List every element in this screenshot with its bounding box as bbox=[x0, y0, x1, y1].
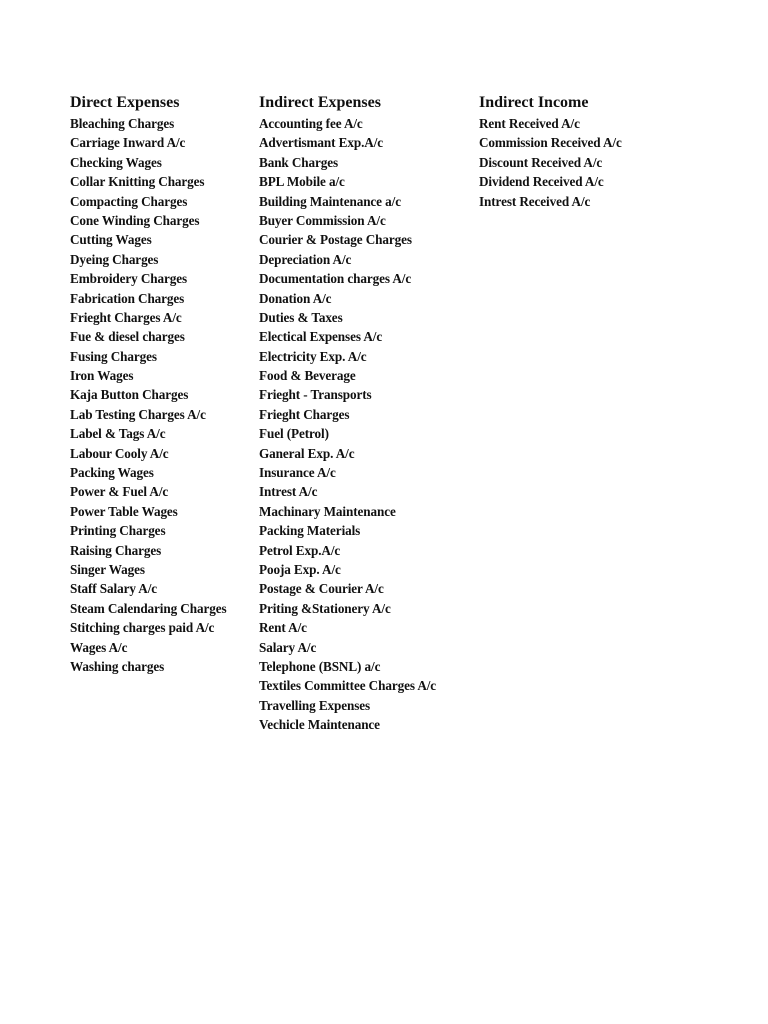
ledger-item: Frieght - Transports bbox=[259, 387, 372, 403]
ledger-item: Stitching charges paid A/c bbox=[70, 620, 215, 636]
ledger-item: Electricity Exp. A/c bbox=[259, 348, 367, 364]
ledger-item: Power Table Wages bbox=[70, 503, 178, 519]
ledger-item: Advertismant Exp.A/c bbox=[259, 135, 384, 151]
ledger-item: Donation A/c bbox=[259, 290, 332, 306]
ledger-item: Dividend Received A/c bbox=[479, 174, 604, 190]
ledger-item: Fabrication Charges bbox=[70, 290, 185, 306]
indirect-expenses-heading: Indirect Expenses bbox=[259, 94, 381, 111]
ledger-item: Carriage Inward A/c bbox=[70, 135, 186, 151]
ledger-item: Buyer Commission A/c bbox=[259, 212, 386, 228]
ledger-item: Food & Beverage bbox=[259, 368, 356, 384]
ledger-item: Bleaching Charges bbox=[70, 116, 175, 131]
ledger-item: Intrest A/c bbox=[259, 484, 318, 500]
indirect-income-list bbox=[479, 114, 679, 211]
direct-expenses-heading: Direct Expenses bbox=[70, 94, 180, 111]
ledger-item: Cutting Wages bbox=[70, 232, 152, 248]
ledger-item: Raising Charges bbox=[70, 542, 162, 558]
ledger-item: Fue & diesel charges bbox=[70, 329, 185, 345]
ledger-item: Textiles Committee Charges A/c bbox=[259, 678, 437, 694]
indirect-income-heading: Indirect Income bbox=[479, 94, 589, 111]
ledger-item: Fusing Charges bbox=[70, 348, 157, 364]
ledger-item: Electical Expenses A/c bbox=[259, 329, 383, 345]
ledger-item: Depreciation A/c bbox=[259, 251, 352, 267]
ledger-item: Embroidery Charges bbox=[70, 271, 188, 287]
ledger-item: Intrest Received A/c bbox=[479, 193, 591, 209]
indirect-income-column bbox=[479, 93, 679, 211]
ledger-item: Rent Received A/c bbox=[479, 116, 580, 131]
ledger-item: Petrol Exp.A/c bbox=[259, 542, 341, 558]
ledger-item: Vechicle Maintenance bbox=[259, 717, 380, 733]
ledger-item: Building Maintenance a/c bbox=[259, 193, 401, 209]
ledger-item: Lab Testing Charges A/c bbox=[70, 406, 206, 422]
ledger-item: Frieght Charges bbox=[259, 406, 350, 422]
ledger-item: Kaja Button Charges bbox=[70, 387, 189, 403]
ledger-item: BPL Mobile a/c bbox=[259, 174, 345, 190]
direct-expenses-column bbox=[70, 93, 255, 676]
ledger-item: Commission Received A/c bbox=[479, 135, 622, 151]
ledger-item: Staff Salary A/c bbox=[70, 581, 158, 597]
indirect-expenses-column bbox=[259, 93, 474, 735]
ledger-item: Telephone (BSNL) a/c bbox=[259, 658, 381, 674]
ledger-item: Iron Wages bbox=[70, 368, 134, 384]
ledger-item: Cone Winding Charges bbox=[70, 212, 200, 228]
ledger-item: Fuel (Petrol) bbox=[259, 426, 329, 442]
ledger-item: Packing Materials bbox=[259, 523, 361, 539]
ledger-item: Frieght Charges A/c bbox=[70, 309, 182, 325]
ledger-item: Packing Wages bbox=[70, 465, 154, 481]
ledger-item: Machinary Maintenance bbox=[259, 503, 396, 519]
ledger-item: Compacting Charges bbox=[70, 193, 188, 209]
ledger-item: Insurance A/c bbox=[259, 465, 336, 481]
ledger-item: Checking Wages bbox=[70, 154, 162, 170]
ledger-item: Washing charges bbox=[70, 658, 165, 674]
direct-expenses-list bbox=[70, 114, 255, 676]
ledger-item: Bank Charges bbox=[259, 154, 339, 170]
ledger-item: Priting &Stationery A/c bbox=[259, 600, 391, 616]
ledger-item: Ganeral Exp. A/c bbox=[259, 445, 355, 461]
ledger-item: Steam Calendaring Charges bbox=[70, 600, 227, 616]
ledger-item: Dyeing Charges bbox=[70, 251, 159, 267]
ledger-item: Power & Fuel A/c bbox=[70, 484, 169, 500]
ledger-item: Postage & Courier A/c bbox=[259, 581, 384, 597]
ledger-item: Discount Received A/c bbox=[479, 154, 603, 170]
ledger-item: Rent A/c bbox=[259, 620, 307, 636]
ledger-item: Documentation charges A/c bbox=[259, 271, 412, 287]
ledger-item: Printing Charges bbox=[70, 523, 166, 539]
ledger-item: Salary A/c bbox=[259, 639, 317, 655]
ledger-item: Pooja Exp. A/c bbox=[259, 561, 341, 577]
ledger-item: Label & Tags A/c bbox=[70, 426, 166, 442]
ledger-item: Collar Knitting Charges bbox=[70, 174, 205, 190]
ledger-item: Singer Wages bbox=[70, 561, 145, 577]
ledger-item: Accounting fee A/c bbox=[259, 116, 363, 131]
ledger-item: Duties & Taxes bbox=[259, 309, 343, 325]
ledger-item: Travelling Expenses bbox=[259, 697, 371, 713]
ledger-item: Courier & Postage Charges bbox=[259, 232, 412, 248]
ledger-item: Wages A/c bbox=[70, 639, 128, 655]
ledger-item: Labour Cooly A/c bbox=[70, 445, 169, 461]
indirect-expenses-list bbox=[259, 114, 474, 735]
